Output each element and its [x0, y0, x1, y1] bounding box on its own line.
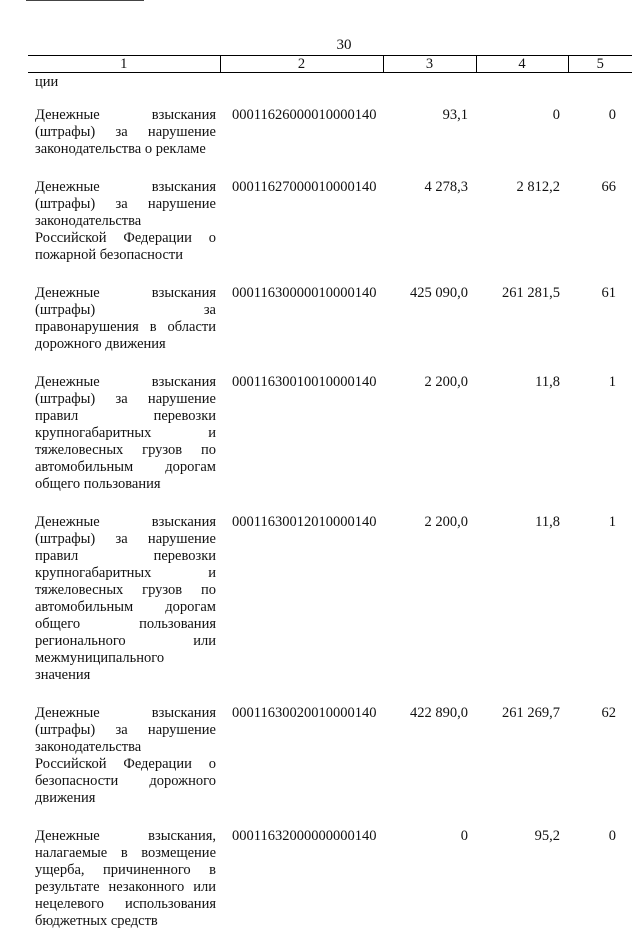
- row-name: Денежные взыскания (штрафы) за нарушение законодательства Российской Федерации о пожарной безопасности: [35, 179, 216, 263]
- row-name: Денежные взыскания (штрафы) за нарушение законодательства Российской Федерации о безопасности дорожного движения: [35, 705, 216, 806]
- row-value-5: 66: [601, 179, 616, 195]
- table-row: [28, 169, 632, 275]
- row-value-3: 2 200,0: [424, 374, 468, 390]
- row-value-3: 4 278,3: [424, 179, 468, 195]
- row-code: 00011630010010000140: [232, 374, 377, 390]
- header-row: [28, 56, 632, 73]
- row-code: 00011627000010000140: [232, 179, 377, 195]
- table-row: [28, 364, 632, 504]
- row-name: Денежные взыскания (штрафы) за нарушение правил перевозки крупногабаритных и тяжеловесных грузов по автомобильным дорогам общего пользования регионального или межмуниципального значения: [35, 514, 216, 683]
- row-value-4: 11,8: [535, 374, 560, 390]
- row-value-3: 93,1: [442, 107, 468, 123]
- row-value-5: 1: [608, 374, 616, 390]
- row-value-5: 61: [601, 285, 616, 301]
- column-header-2: 2: [220, 56, 383, 73]
- column-header-3: 3: [383, 56, 476, 73]
- row-value-4: 0: [552, 107, 560, 123]
- row-value-3: 2 200,0: [424, 514, 468, 530]
- row-name: Денежные взыскания (штрафы) за нарушение правил перевозки крупногабаритных и тяжеловесных грузов по автомобильным дорогам общего пользования: [35, 374, 216, 492]
- table-row: [28, 97, 632, 169]
- row-name: Денежные взыскания (штрафы) за правонарушения в области дорожного движения: [35, 285, 216, 352]
- row-value-4: 2 812,2: [516, 179, 560, 195]
- column-header-1: 1: [28, 56, 220, 73]
- column-header-4: 4: [476, 56, 568, 73]
- revenue-table: [28, 55, 632, 941]
- row-code: 00011626000010000140: [232, 107, 377, 123]
- row-value-4: 261 269,7: [502, 705, 560, 721]
- row-name: Денежные взыскания (штрафы) за нарушение законодательства о рекламе: [35, 107, 216, 157]
- page-number: 30: [336, 37, 352, 53]
- row-code: 00011630012010000140: [232, 514, 377, 530]
- row-code: 00011630000010000140: [232, 285, 377, 301]
- row-value-3: 0: [460, 828, 468, 844]
- continuation-row: [28, 73, 632, 98]
- row-value-5: 1: [608, 514, 616, 530]
- row-value-5: 62: [601, 705, 616, 721]
- row-name: Денежные взыскания, налагаемые в возмещение ущерба, причиненного в результате незаконного или нецелевого использования бюджетных средств: [35, 828, 216, 929]
- row-value-4: 95,2: [534, 828, 560, 844]
- row-value-4: 11,8: [535, 514, 560, 530]
- row-code: 00011632000000000140: [232, 828, 377, 844]
- row-value-5: 0: [608, 107, 616, 123]
- row-code: 00011630020010000140: [232, 705, 377, 721]
- table-row: [28, 504, 632, 695]
- table-row: [28, 695, 632, 818]
- row-value-5: 0: [608, 828, 616, 844]
- continuation-text: ции: [35, 74, 59, 90]
- row-value-3: 422 890,0: [410, 705, 468, 721]
- row-value-4: 261 281,5: [502, 285, 560, 301]
- row-value-3: 425 090,0: [410, 285, 468, 301]
- top-rule: [26, 0, 144, 1]
- column-header-5: 5: [568, 56, 632, 73]
- table-row: [28, 275, 632, 364]
- table-row: [28, 818, 632, 941]
